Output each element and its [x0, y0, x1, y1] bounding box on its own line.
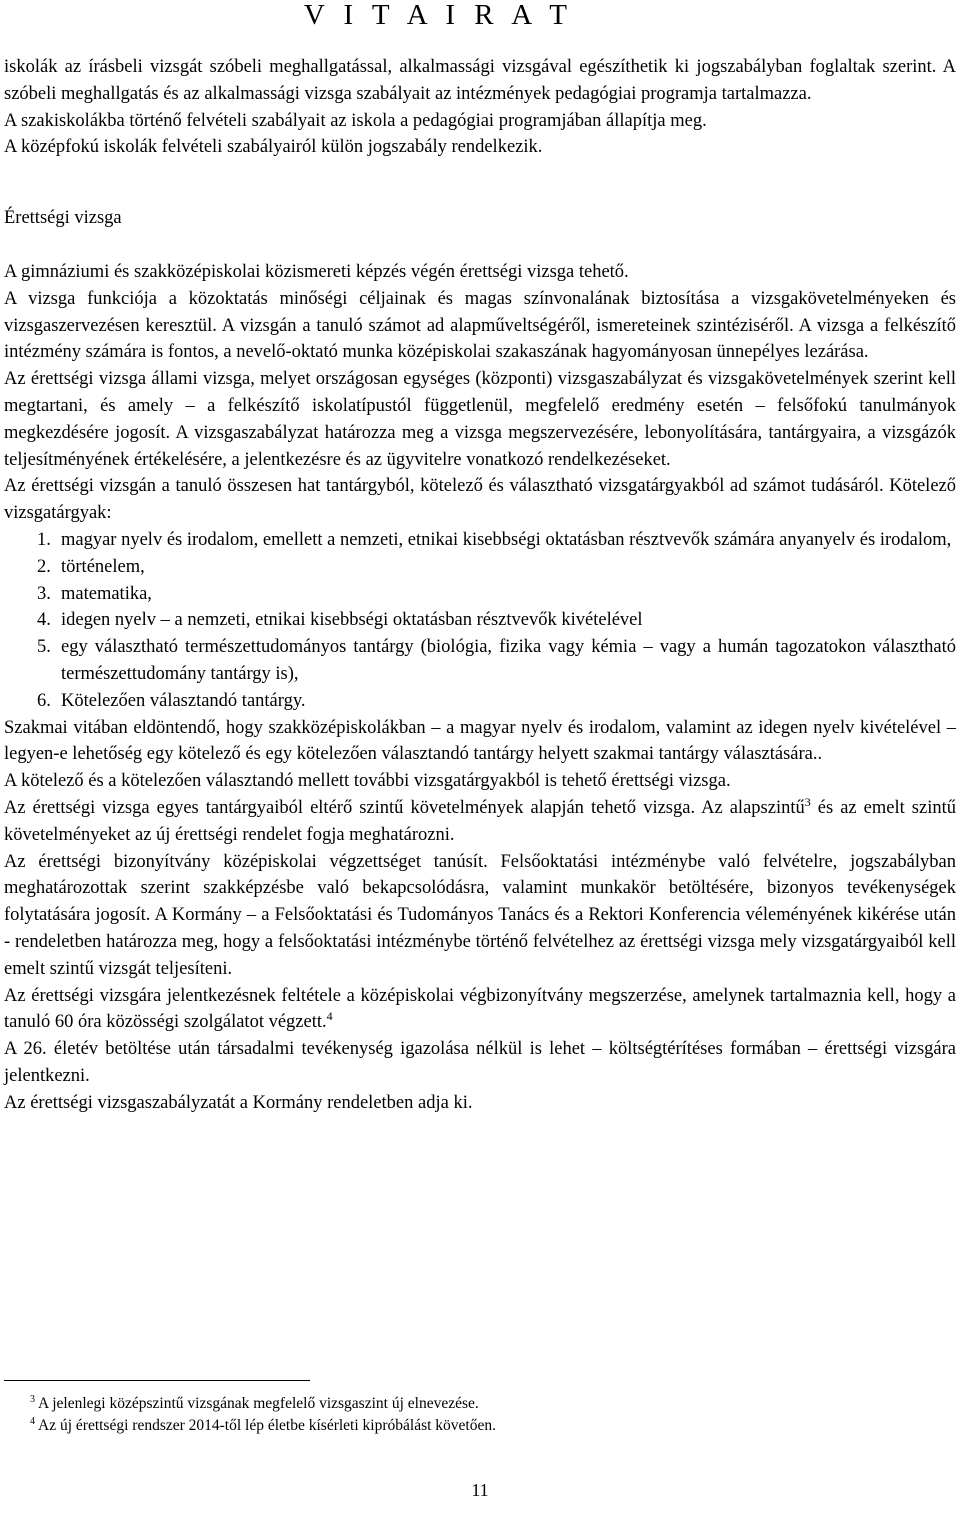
levels-paragraph — [4, 795, 956, 849]
page-header: V I T A I R A T — [303, 0, 573, 31]
list-item-text: matematika, — [61, 583, 152, 604]
application-paragraph — [4, 983, 956, 1037]
list-item-number: 6. — [37, 690, 51, 711]
intro-paragraph-3: A középfokú iskolák felvételi szabályairól külön jogszabály rendelkezik. — [4, 137, 543, 158]
footnote-3 — [30, 1393, 930, 1415]
list-item — [37, 554, 956, 581]
age-paragraph: A 26. életév betöltése után társadalmi tevékenység igazolása nélkül is lehet – költségtérítéses formában – érettségi vizsgára jelentkezni. — [4, 1039, 956, 1086]
list-item-number: 5. — [37, 637, 51, 658]
footnotes — [30, 1393, 930, 1437]
list-item-text: történelem, — [61, 556, 145, 577]
application-text: Az érettségi vizsgára jelentkezésnek feltétele a középiskolai végbizonyítvány megszerzése, amelynek tartalmaznia kell, hogy a tanuló 60 óra közösségi szolgálatot végzett. — [4, 985, 956, 1033]
section-title: Érettségi vizsga — [4, 208, 122, 229]
footnote-text: Az új érettségi rendszer 2014-től lép életbe kísérleti kipróbálást követően. — [35, 1417, 496, 1434]
list-item — [37, 607, 956, 634]
footnote-text: A jelenlegi középszintű vizsgának megfelelő vizsgaszint új elnevezése. — [35, 1395, 479, 1412]
list-item-text: Kötelezően választandó tantárgy. — [61, 690, 306, 711]
footnote-ref-3[interactable]: 3 — [804, 794, 811, 809]
list-item-number: 2. — [37, 556, 51, 577]
exam-section — [4, 259, 956, 1117]
intro-paragraph-1: iskolák az írásbeli vizsgát szóbeli meghallgatással, alkalmassági vizsgával egészíthetik ki jogszabályban foglaltak szerint. A szóbeli meghallgatás és az alkalmassági vizsga szabályait az intézmények pedagógiai programja tartalmazza. — [4, 57, 956, 104]
list-item-number: 4. — [37, 610, 51, 631]
exam-paragraph-2: A vizsga funkciója a közoktatás minőségi céljainak és magas színvonalának biztosítása a vizsgakövetelményeken és vizsgaszervezésen keresztül. A vizsgán a tanuló számot ad alapműveltségéről, ismereteinek szintéziséről. A vizsga a felkészítő intézmény számára is fontos, a nevelő-oktató munka középiskolai szakaszának hagyományosan ünnepélyes lezárása. — [4, 288, 956, 363]
list-item-text: idegen nyelv – a nemzeti, etnikai kisebbségi oktatásban résztvevők kivételével — [61, 610, 643, 631]
document-page — [4, 0, 956, 1116]
footnote-mark: 4 — [30, 1416, 35, 1427]
intro-paragraph-2: A szakiskolákba történő felvételi szabályait az iskola a pedagógiai programjában állapítja meg. — [4, 110, 707, 131]
levels-text: Az érettségi vizsga egyes tantárgyaiból eltérő szintű követelmények alapján tehető vizsga. Az alapszintű — [4, 797, 805, 818]
list-item-number: 1. — [37, 529, 51, 550]
footnote-divider — [4, 1380, 310, 1381]
list-item — [37, 634, 956, 688]
list-item — [37, 581, 956, 608]
footnote-mark: 3 — [30, 1394, 35, 1405]
mandatory-subjects-list — [4, 527, 956, 715]
footnote-4 — [30, 1415, 930, 1437]
list-item-number: 3. — [37, 583, 51, 604]
footnote-ref-4[interactable]: 4 — [326, 1009, 333, 1024]
debate-paragraph: Szakmai vitában eldöntendő, hogy szakközépiskolákban – a magyar nyelv és irodalom, valamint az idegen nyelv kivételével – legyen-e lehetőség egy kötelező és egy kötelezően választandó tantárgy helyett szakmai tantárgy választására.. — [4, 717, 956, 765]
additional-subjects-paragraph: A kötelező és a kötelezően választandó mellett további vizsgatárgyakból is tehető érettségi vizsga. — [4, 771, 731, 792]
list-item — [37, 527, 956, 554]
exam-paragraph-1: A gimnáziumi és szakközépiskolai közismereti képzés végén érettségi vizsga tehető. — [4, 261, 629, 282]
list-item-text: magyar nyelv és irodalom, emellett a nemzeti, etnikai kisebbségi oktatásban résztvevők számára anyanyelv és irodalom, — [61, 529, 952, 550]
exam-paragraph-3: Az érettségi vizsga állami vizsga, melyet országosan egységes (központi) vizsgaszabályzat és vizsgakövetelmények szerint kell megtartani, és amely – a felkészítő iskolatípustól függetlenül, megfelelő eredmény esetén – felsőfokú tanulmányok megkezdésére jogosít. A vizsgaszabályzat határozza meg a vizsga megszervezésére, lebonyolítására, tantárgyaira, a vizsgázók teljesítményének értékelésére, a jelentkezésre és az ügyvitelre vonatkozó rendelkezéseket. — [4, 369, 956, 470]
closing-paragraph: Az érettségi vizsgaszabályzatát a Kormány rendeletben adja ki. — [4, 1092, 473, 1113]
intro-section — [4, 54, 956, 161]
page-number: 11 — [471, 1480, 489, 1500]
levels-text-cont: és az emelt szintű követelményeket az új érettségi rendelet fogja meghatározni. — [4, 797, 956, 845]
exam-paragraph-4: Az érettségi vizsgán a tanuló összesen hat tantárgyból, kötelező és választható vizsgatárgyakból ad számot tudásáról. Kötelező vizsgatárgyak: — [4, 476, 956, 524]
list-item-text: egy választható természettudományos tantárgy (biológia, fizika vagy kémia – vagy a humán tagozatokon választható természettudomány tantárgy is), — [61, 637, 956, 684]
certificate-paragraph: Az érettségi bizonyítvány középiskolai végzettséget tanúsít. Felsőoktatási intézménybe való felvételre, jogszabályban meghatározottak szerint szakképzésbe való bekapcsolódásra, valamint munkakör betöltésére, bizonyos tevékenységek folytatására jogosít. A Kormány – a Felsőoktatási és Tudományos Tanács és a Rektori Konferencia véleményének kikérése után - rendeletben határozza meg, hogy a felsőoktatási intézménybe történő felvételhez az érettségi vizsga mely vizsgatárgyaiból kell emelt szintű vizsgát teljesíteni. — [4, 851, 956, 979]
list-item — [37, 688, 956, 715]
